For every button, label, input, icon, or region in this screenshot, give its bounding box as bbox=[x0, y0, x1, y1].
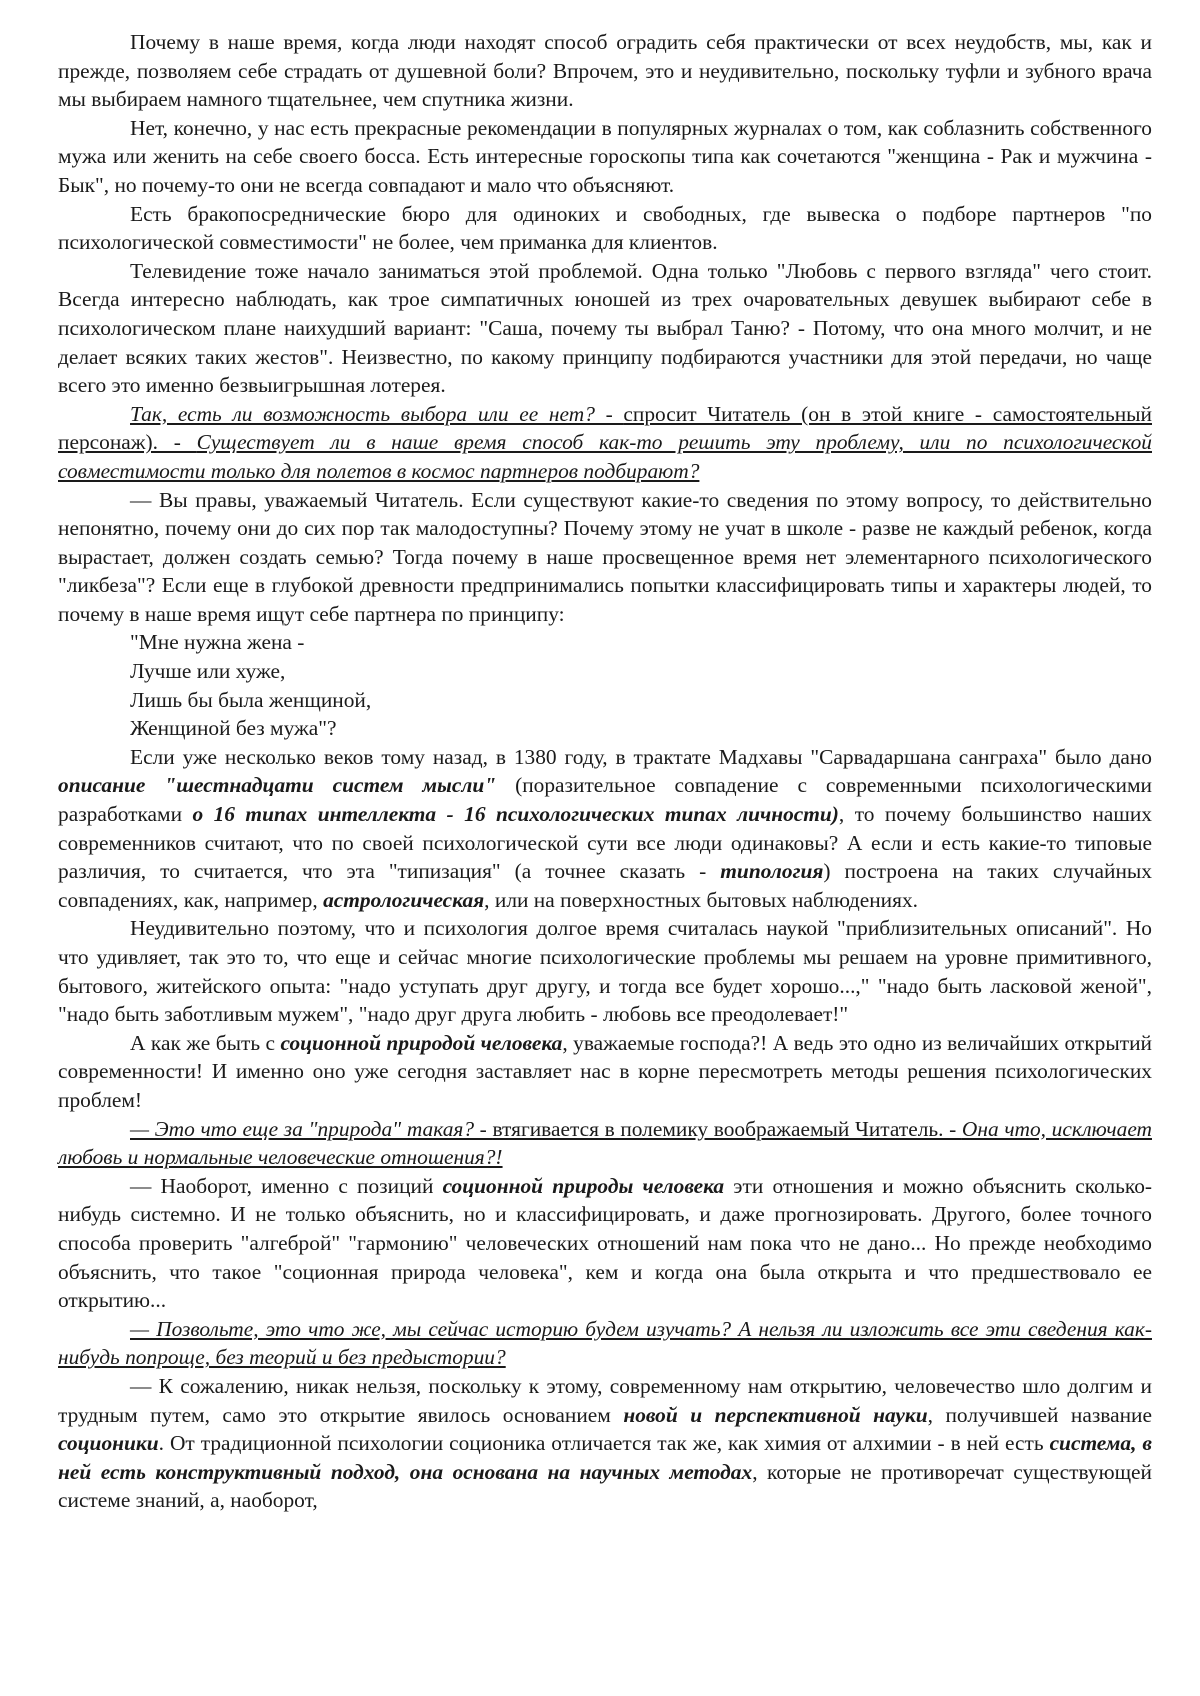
paragraph: — Наоборот, именно с позиций соционной природы человека эти отношения и можно объяснить сколько-нибудь системно. И не только объяснить, но и классифицировать, и даже прогнозировать. Другого, более точного способа проверить "алгеброй" "гармонию" человеческих отношений нам пока что не дано... Но прежде необходимо объяснить, что такое "соционная природа человека", кем и когда она была открыта и что предшествовало ее открытию... bbox=[58, 1173, 1153, 1313]
verse-line: "Мне нужна жена - bbox=[130, 630, 305, 655]
reader-question: — Это что еще за "природа" такая? - втягивается в полемику воображаемый Читатель. - Она что, исключает любовь и нормальные человеческие отношения?! bbox=[58, 1116, 1152, 1170]
paragraph: Нет, конечно, у нас есть прекрасные рекомендации в популярных журналах о том, как соблазнить собственного мужа или женить на себе своего босса. Есть интересные гороскопы типа как сочетаются "женщина - Рак и мужчина - Бык", но почему-то они не всегда совпадают и мало что объясняют. bbox=[58, 115, 1152, 197]
paragraph: Телевидение тоже начало заниматься этой проблемой. Одна только "Любовь с первого взгляда" чего стоит. Всегда интересно наблюдать, как трое симпатичных юношей из трех очаровательных девушек выбирают себе в психологическом плане наихудший вариант: "Саша, почему ты выбрал Таню? - Потому, что она много молчит, и не делает всяких таких жестов". Неизвестно, по какому принципу подбираются участники для этой передачи, но чаще всего это именно безвыигрышная лотерея. bbox=[58, 258, 1152, 398]
paragraph: Если уже несколько веков тому назад, в 1380 году, в трактате Мадхавы "Сарвадаршана санграха" было дано описание "шестнадцати систем мысли" (поразительное совпадение с современными психологическими разработками о 16 типах интеллекта - 16 психологических типах личности), то почему большинство наших современников считают, что по своей психологической сути все люди одинаковы? А если и есть какие-то типовые различия, то считается, что эта "типизация" (а точнее сказать - типология) построена на таких случайных совпадениях, как, например, астрологическая, или на поверхностных бытовых наблюдениях. bbox=[58, 744, 1152, 912]
verse-line: Лучше или хуже, bbox=[130, 659, 286, 684]
reader-question: — Позвольте, это что же, мы сейчас историю будем изучать? А нельзя ли изложить все эти сведения как-нибудь попроще, без теорий и без предыстории? bbox=[58, 1316, 1152, 1370]
paragraph: А как же быть с соционной природой человека, уважаемые господа?! А ведь это одно из величайших открытий современности! И именно оно уже сегодня заставляет нас в корне пересмотреть методы решения психологических проблем! bbox=[58, 1030, 1152, 1112]
paragraph: Есть бракопосреднические бюро для одиноких и свободных, где вывеска о подборе партнеров "по психологической совместимости" не более, чем приманка для клиентов. bbox=[58, 201, 1152, 255]
paragraph: — Вы правы, уважаемый Читатель. Если существуют какие-то сведения по этому вопросу, то действительно непонятно, почему они до сих пор так малодоступны? Почему этому не учат в школе - разве не каждый ребенок, когда вырастает, должен создать семью? Тогда почему в наше просвещенное время нет элементарного психологического "ликбеза"? Если еще в глубокой древности предпринимались попытки классифицировать типы и характеры людей, то почему в наше время ищут себе партнера по принципу: bbox=[58, 487, 1152, 626]
paragraph: Почему в наше время, когда люди находят способ оградить себя практически от всех неудобств, мы, как и прежде, позволяем себе страдать от душевной боли? Впрочем, это и неудивительно, поскольку туфли и зубного врача мы выбираем намного тщательнее, чем спутника жизни. bbox=[58, 30, 1152, 112]
paragraph: Неудивительно поэтому, что и психология долгое время считалась наукой "приблизительных описаний". Но что удивляет, так это то, что еще и сейчас многие психологические проблемы мы решаем на уровне примитивного, бытового, житейского опыта: "надо уступать друг другу, и тогда все будет хорошо...," "надо быть ласковой женой", "надо быть заботливым мужем", "надо друг друга любить - любовь все преодолевает!" bbox=[58, 916, 1152, 1027]
verse-line: Лишь бы была женщиной, bbox=[130, 687, 372, 712]
reader-question: Так, есть ли возможность выбора или ее нет? - спросит Читатель (он в этой книге - самостоятельный персонаж). - Существует ли в наше время способ как-то решить эту проблему, или по психологической совместимости только для полетов в космос партнеров подбирают? bbox=[58, 401, 1152, 483]
paragraph: — К сожалению, никак нельзя, поскольку к этому, современному нам открытию, человечество шло долгим и трудным путем, само это открытие явилось основанием новой и перспективной науки, получившей название соционики. От традиционной психологии соционика отличается так же, как химия от алхимии - в ней есть система, в ней есть конструктивный подход, она основана на научных методах, которые не противоречат существующей системе знаний, а, наоборот, bbox=[58, 1373, 1152, 1513]
verse-line: Женщиной без мужа"? bbox=[130, 716, 337, 741]
